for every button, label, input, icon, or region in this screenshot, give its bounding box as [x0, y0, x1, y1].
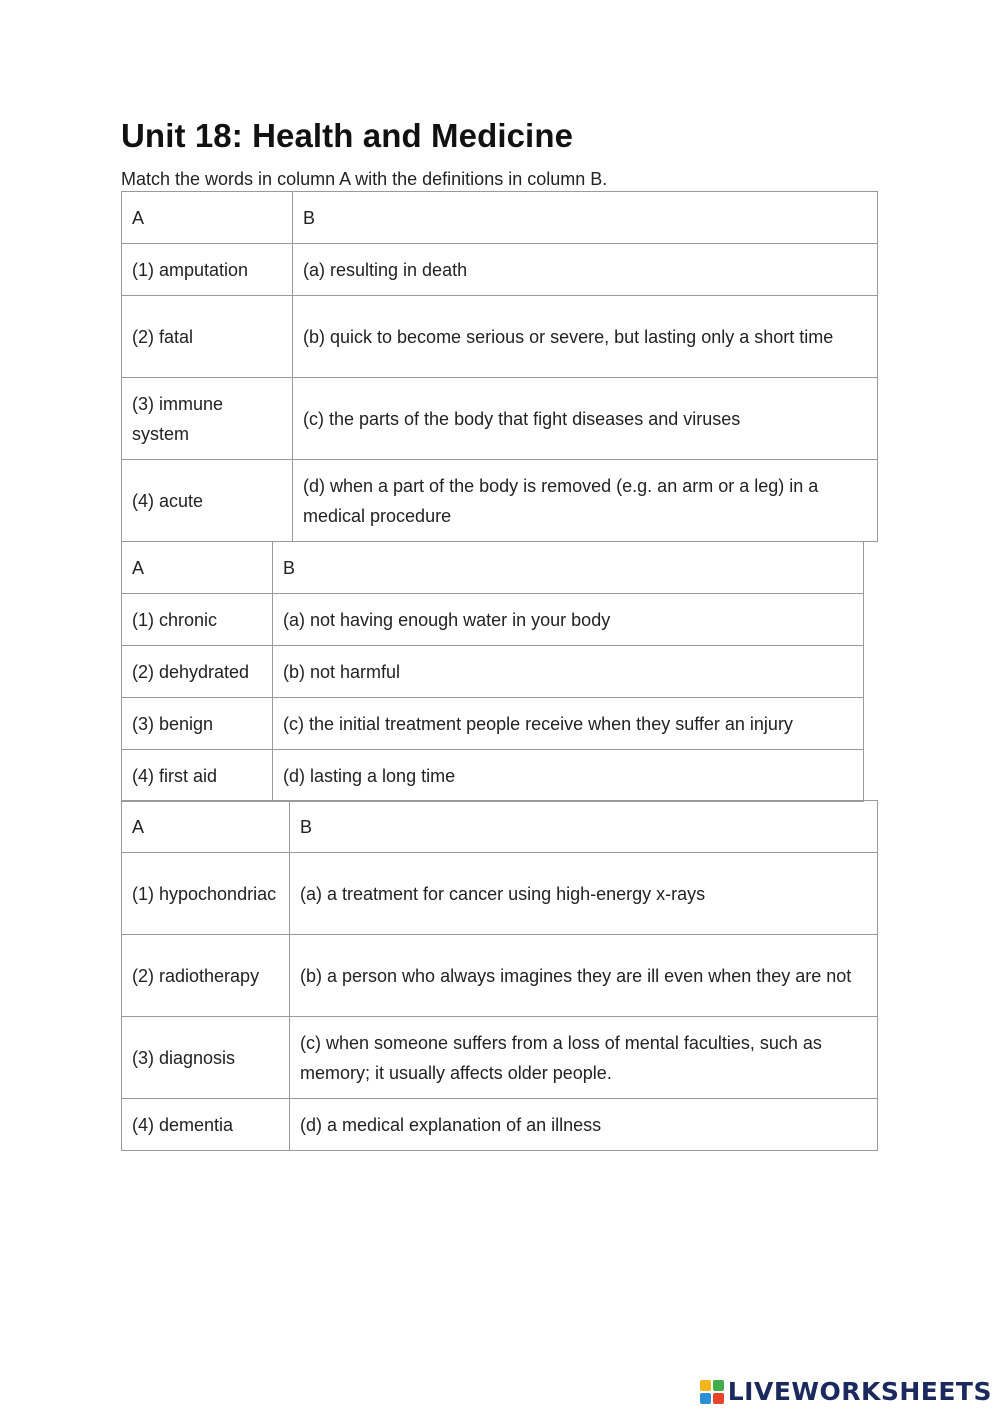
word-cell: (2) fatal — [122, 296, 293, 378]
word-cell: (2) radiotherapy — [122, 935, 290, 1017]
table-row — [122, 1099, 878, 1151]
liveworksheets-logo-icon — [700, 1380, 724, 1404]
logo-square-yellow — [700, 1380, 711, 1391]
table-row — [122, 935, 878, 1017]
column-b-header: B — [273, 542, 864, 594]
table-row — [122, 244, 878, 296]
table-row — [122, 378, 878, 460]
table-row — [122, 296, 878, 378]
table-row — [122, 698, 864, 750]
column-a-header: A — [122, 542, 273, 594]
word-cell: (4) acute — [122, 460, 293, 542]
page-title: Unit 18: Health and Medicine — [121, 117, 574, 154]
word-cell: (3) benign — [122, 698, 273, 750]
table-header-row — [122, 542, 864, 594]
column-b-header: B — [290, 801, 878, 853]
definition-cell: (a) resulting in death — [293, 244, 878, 296]
table-row — [122, 1017, 878, 1099]
word-cell: (4) dementia — [122, 1099, 290, 1151]
definition-cell: (c) the initial treatment people receive when they suffer an injury — [273, 698, 864, 750]
logo-square-green — [713, 1380, 724, 1391]
definition-cell: (d) lasting a long time — [273, 750, 864, 802]
column-a-header: A — [122, 801, 290, 853]
column-b-header: B — [293, 192, 878, 244]
definition-cell: (c) when someone suffers from a loss of mental faculties, such as memory; it usually affects older people. — [290, 1017, 878, 1099]
liveworksheets-logo — [700, 1377, 992, 1406]
instructions: Match the words in column A with the definitions in column B. — [121, 169, 608, 189]
column-a-header: A — [122, 192, 293, 244]
logo-square-blue — [700, 1393, 711, 1404]
table-row — [122, 750, 864, 802]
table-row — [122, 853, 878, 935]
word-cell: (1) chronic — [122, 594, 273, 646]
table-header-row — [122, 192, 878, 244]
definition-cell: (b) a person who always imagines they are ill even when they are not — [290, 935, 878, 1017]
word-cell: (3) diagnosis — [122, 1017, 290, 1099]
matching-table-1 — [121, 191, 878, 542]
table-row — [122, 646, 864, 698]
definition-cell: (b) not harmful — [273, 646, 864, 698]
word-cell: (4) first aid — [122, 750, 273, 802]
definition-cell: (d) when a part of the body is removed (e.g. an arm or a leg) in a medical procedure — [293, 460, 878, 542]
word-cell: (2) dehydrated — [122, 646, 273, 698]
table-row — [122, 460, 878, 542]
definition-cell: (a) not having enough water in your body — [273, 594, 864, 646]
definition-cell: (c) the parts of the body that fight diseases and viruses — [293, 378, 878, 460]
matching-table-3 — [121, 800, 878, 1151]
definition-cell: (d) a medical explanation of an illness — [290, 1099, 878, 1151]
word-cell: (1) amputation — [122, 244, 293, 296]
word-cell: (3) immune system — [122, 378, 293, 460]
liveworksheets-logo-text: LIVEWORKSHEETS — [727, 1377, 992, 1406]
definition-cell: (b) quick to become serious or severe, but lasting only a short time — [293, 296, 878, 378]
table-row — [122, 594, 864, 646]
definition-cell: (a) a treatment for cancer using high-energy x-rays — [290, 853, 878, 935]
table-header-row — [122, 801, 878, 853]
matching-table-2 — [121, 541, 864, 802]
logo-square-red — [713, 1393, 724, 1404]
word-cell: (1) hypochondriac — [122, 853, 290, 935]
